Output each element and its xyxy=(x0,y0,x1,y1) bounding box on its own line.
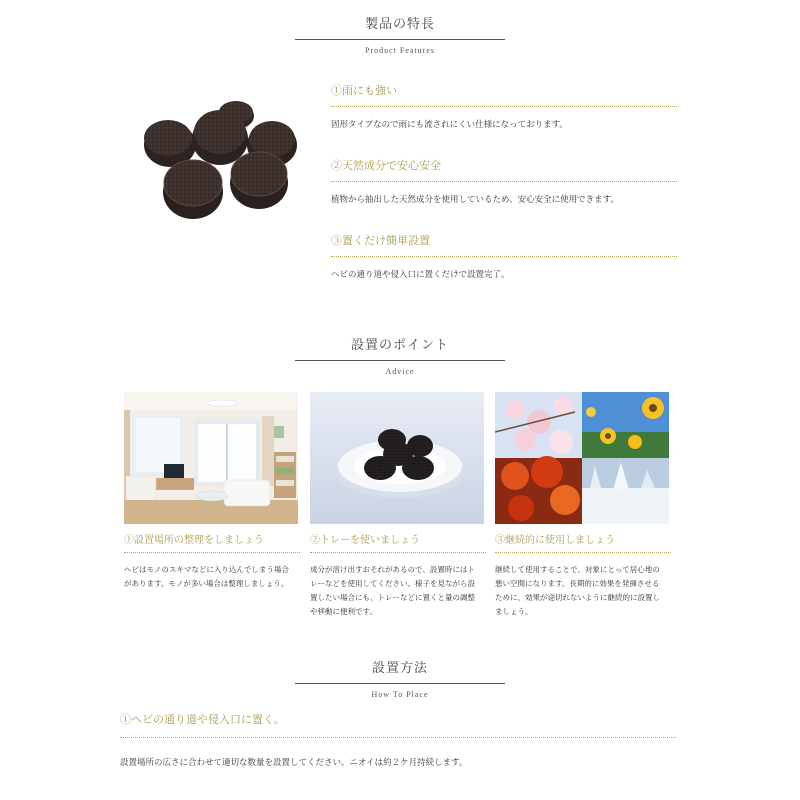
advice-subtitle: Advice xyxy=(385,367,415,376)
advice-text-2-line: 置したい場合にも、トレーなどに置くと量の調整 xyxy=(310,593,475,602)
advice-text-3-line: ために、効果が途切れないように継続的に設置し xyxy=(495,593,660,602)
howto-title: 設置方法 xyxy=(371,661,428,676)
feature-heading-1: ①雨にも強い xyxy=(331,82,677,107)
feature-item-3 xyxy=(331,232,677,280)
advice-text-3-line: ましょう。 xyxy=(495,607,533,616)
advice-text-1-line: があります。モノが多い場合は整理しましょう。 xyxy=(124,579,289,588)
advice-heading-1: ①設置場所の整理をしましょう xyxy=(124,531,300,553)
advice-heading-2: ②トレーを使いましょう xyxy=(310,531,486,553)
feature-text-1: 固形タイプなので雨にも流されにくい仕様になっております。 xyxy=(331,120,568,130)
howto-section-header xyxy=(0,657,800,699)
features-title: 製品の特長 xyxy=(364,17,435,32)
feature-heading-3: ③置くだけ簡単設置 xyxy=(331,232,677,257)
advice-text-3-line: 継続して使用することで、対象にとって居心地の xyxy=(495,565,660,574)
feature-heading-2: ②天然成分で安心安全 xyxy=(331,157,677,182)
advice-text-2 xyxy=(310,563,486,619)
advice-text-2-line: レーなどを使用してください。様子を見ながら設 xyxy=(310,579,475,588)
advice-text-2-line: や移動に便利です。 xyxy=(310,607,377,616)
features-section-header xyxy=(0,13,800,55)
advice-text-1 xyxy=(124,563,300,591)
advice-section-header xyxy=(0,334,800,376)
advice-title-rule xyxy=(295,360,505,361)
howto-text: 設置場所の広さに合わせて適切な数量を設置してください。ニオイは約２ケ月持続します。 xyxy=(120,758,468,768)
advice-text-3 xyxy=(495,563,671,619)
advice-text-1-line: ヘビはモノのスキマなどに入り込んでしまう場合 xyxy=(124,565,289,574)
howto-subtitle: How To Place xyxy=(371,690,429,699)
advice-title: 設置のポイント xyxy=(350,338,449,353)
features-subtitle: Product Features xyxy=(365,46,435,55)
features-title-rule xyxy=(295,39,505,40)
living-room-photo xyxy=(124,392,298,524)
howto-heading: ①ヘビの通り道や侵入口に置く。 xyxy=(120,711,676,738)
howto-title-rule xyxy=(295,683,505,684)
advice-text-3-line: 悪い空間になります。長期的に効果を発揮させる xyxy=(495,579,660,588)
feature-item-2 xyxy=(331,157,677,205)
four-seasons-photo xyxy=(495,392,669,524)
advice-text-2-line: 成分が溶け出すおそれがあるので、設置時にはト xyxy=(310,565,475,574)
product-pellets-image xyxy=(130,95,310,225)
advice-heading-3: ③継続的に使用しましょう xyxy=(495,531,671,553)
feature-text-3: ヘビの通り道や侵入口に置くだけで設置完了。 xyxy=(331,270,510,280)
feature-text-2: 植物から抽出した天然成分を使用しているため、安心安全に使用できます。 xyxy=(331,195,619,205)
feature-item-1 xyxy=(331,82,677,130)
pellets-on-tray-photo xyxy=(310,392,484,524)
